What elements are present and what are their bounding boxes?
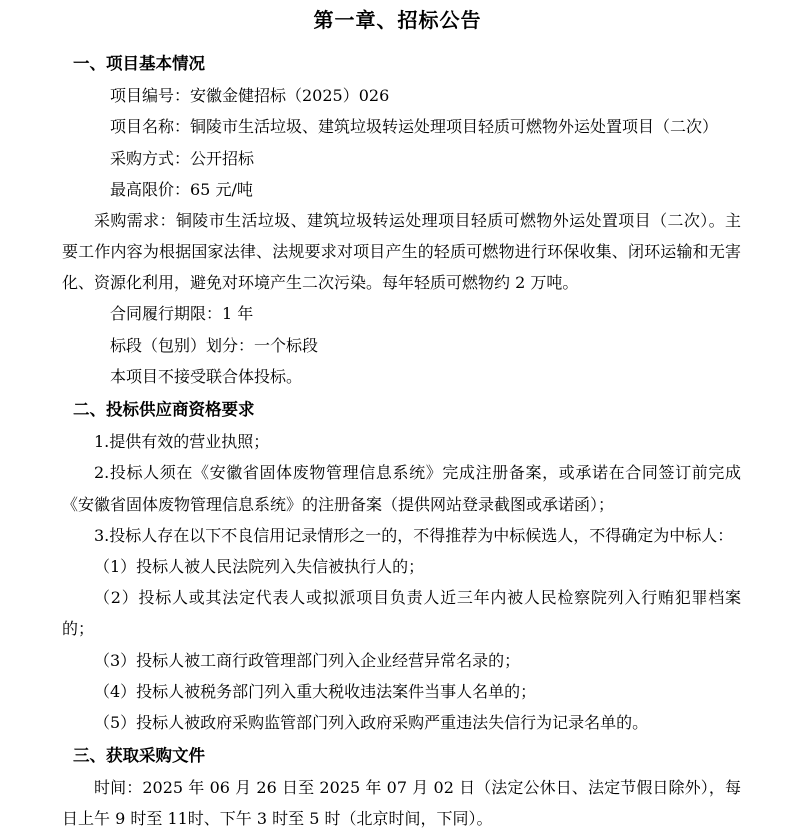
- paragraph-procurement-requirements: 采购需求：铜陵市生活垃圾、建筑垃圾转运处理项目轻质可燃物外运处置项目（二次）。主要工作内容为根据国家法律、法规要求对项目产生的轻质可燃物进行环保收集、闭环运输和无害化、资源化利用，避免对环境产生二次污染。每年轻质可燃物约 2 万吨。: [62, 210, 741, 293]
- paragraph-qualification-3-3: （3）投标人被工商行政管理部门列入企业经营异常名录的；: [94, 650, 521, 670]
- section-body-wide: [40, 205, 755, 299]
- section-bidder-qualifications: [40, 394, 755, 738]
- paragraph-procurement-method: 采购方式：公开招标: [110, 148, 255, 168]
- paragraph-project-number: 项目编号：安徽金健招标（2025）026: [110, 86, 390, 106]
- paragraph-qualification-3-5: （5）投标人被政府采购监管部门列入政府采购严重违法失信行为记录名单的。: [94, 712, 649, 732]
- paragraph-no-consortium: 本项目不接受联合体投标。: [110, 366, 303, 386]
- paragraph-qualification-3-4: （4）投标人被税务部门列入重大税收违法案件当事人名单的；: [94, 681, 537, 701]
- section-body: [40, 772, 755, 834]
- paragraph-lot-division: 标段（包别）划分：一个标段: [110, 335, 319, 355]
- section-heading: 一、项目基本情况: [73, 54, 205, 73]
- section-project-basics: [40, 48, 755, 392]
- section-body: [40, 80, 755, 205]
- paragraph-qualification-3-1: （1）投标人被人民法院列入失信被执行人的；: [94, 556, 425, 576]
- section-body: [40, 426, 755, 738]
- paragraph-price-cap: 最高限价：65 元/吨: [110, 179, 253, 199]
- section-obtain-documents: [40, 740, 755, 835]
- section-body-2: [40, 298, 755, 392]
- paragraph-qualification-3: 3.投标人存在以下不良信用记录情形之一的，不得推荐为中标候选人，不得确定为中标人：: [94, 525, 734, 545]
- section-heading: 三、获取采购文件: [73, 746, 205, 766]
- section-heading: 二、投标供应商资格要求: [73, 400, 255, 420]
- page-title: 第一章、招标公告: [313, 8, 482, 32]
- document-page: [0, 6, 795, 829]
- paragraph-project-name: 项目名称：铜陵市生活垃圾、建筑垃圾转运处理项目轻质可燃物外运处置项目（二次）: [110, 117, 719, 137]
- paragraph-qualification-3-2: （2）投标人或其法定代表人或拟派项目负责人近三年内被人民检察院列入行贿犯罪档案的；: [62, 588, 741, 639]
- paragraph-qualification-1: 1.提供有效的营业执照；: [94, 432, 270, 452]
- paragraph-contract-period: 合同履行期限：1 年: [110, 304, 254, 324]
- paragraph-qualification-2: 2.投标人须在《安徽省固体废物管理信息系统》完成注册备案，或承诺在合同签订前完成《安徽省固体废物管理信息系统》的注册备案（提供网站登录截图或承诺函）；: [62, 463, 741, 514]
- paragraph-document-time: 时间：2025 年 06 月 26 日至 2025 年 07 月 02 日（法定公休日、法定节假日除外），每日上午 9 时至 11时、下午 3 时至 5 时（北京时间，下同）。: [62, 778, 741, 829]
